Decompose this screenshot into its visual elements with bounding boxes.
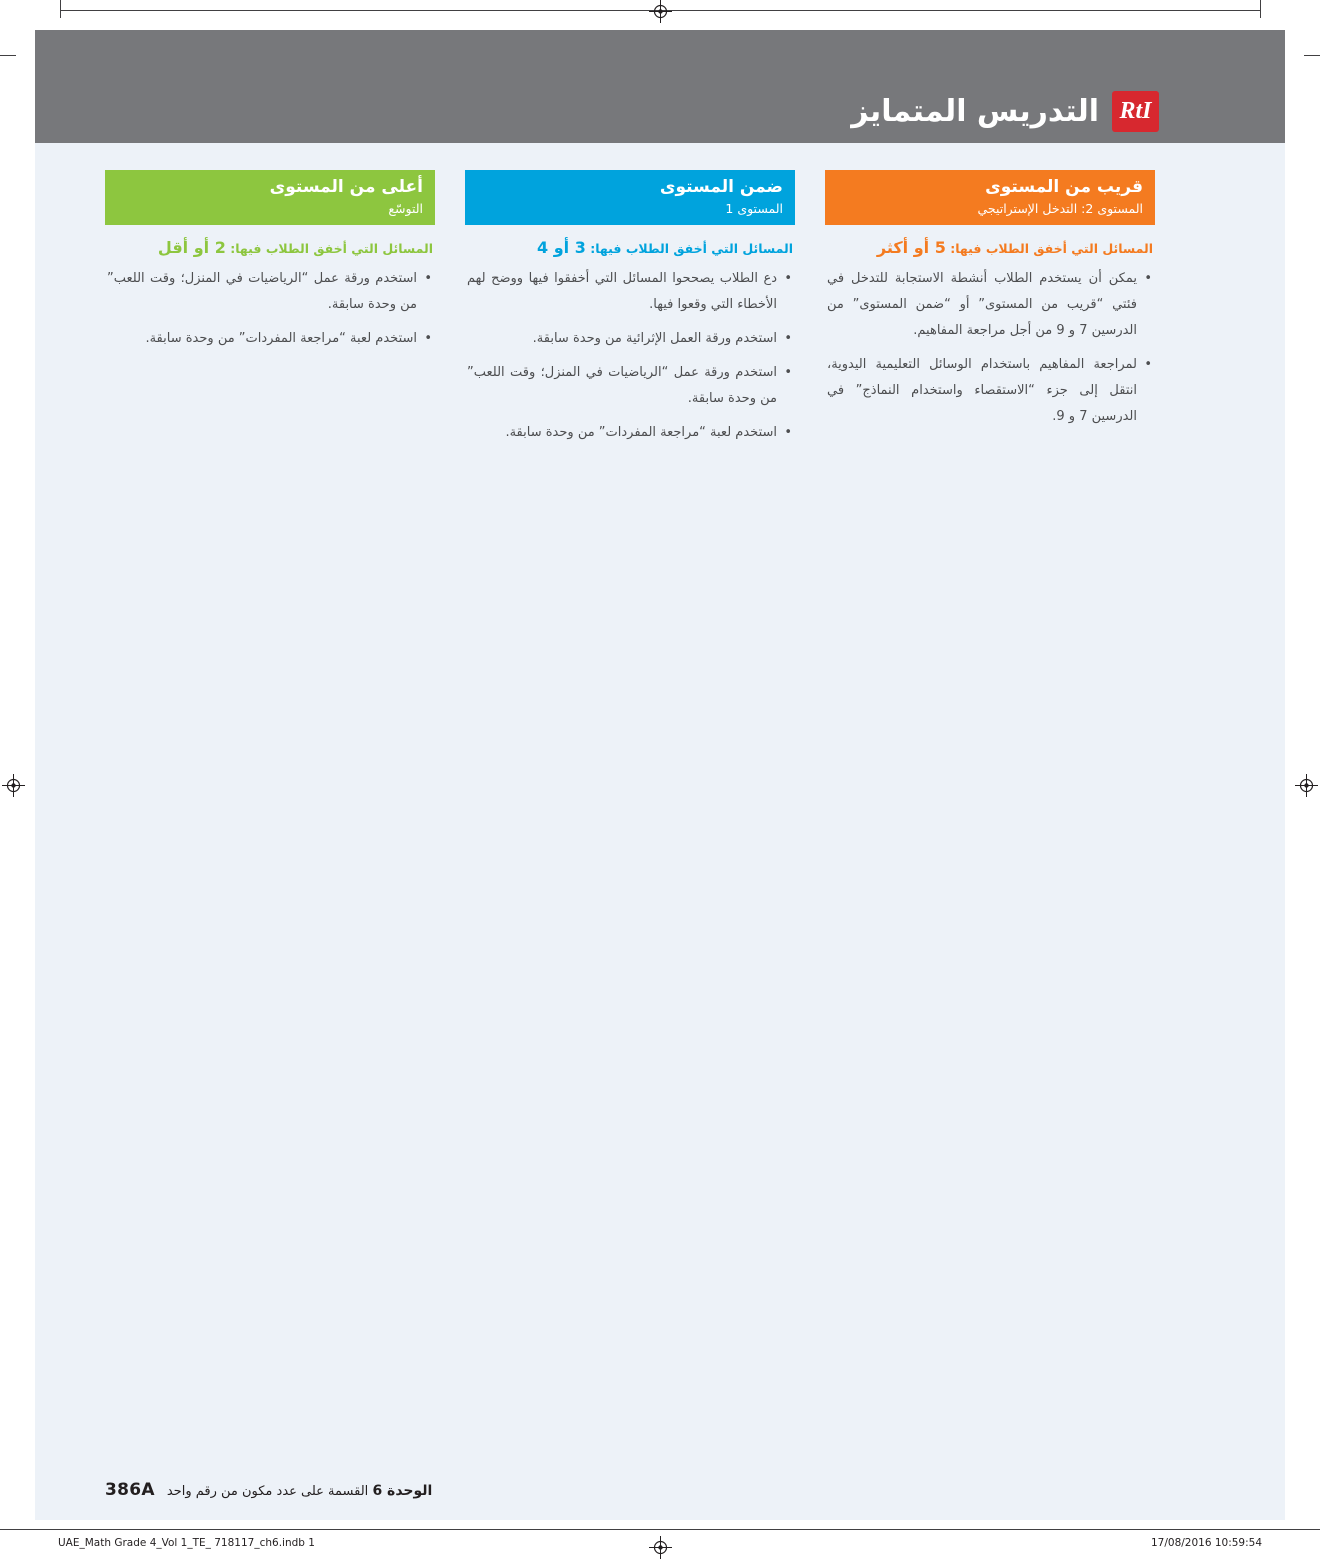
print-file-name: UAE_Math Grade 4_Vol 1_TE_ 718117_ch6.indb 1 (58, 1537, 315, 1549)
textbook-page (35, 30, 1285, 1520)
crop-mark (60, 0, 61, 18)
bullet-item: • دع الطلاب يصححوا المسائل التي أخفقوا فيها ووضح لهم الأخطاء التي وقعوا فيها. (467, 266, 793, 318)
criteria-label: المسائل التي أخفق الطلاب فيها: (230, 241, 433, 257)
bullet-item: • استخدم ورقة عمل “الرياضيات في المنزل؛ وقت اللعب” من وحدة سابقة. (107, 266, 433, 318)
column-on-level (465, 170, 795, 454)
criteria-value: 2 أو أقل (157, 238, 226, 258)
column-beyond-header (105, 170, 435, 225)
print-timestamp: 17/08/2016 10:59:54 (1150, 1537, 1262, 1549)
page-footer (105, 1480, 432, 1500)
header-content (851, 91, 1159, 132)
crop-mark (1304, 55, 1320, 56)
column-approaching-level (825, 170, 1155, 454)
page-number: 386A (105, 1480, 155, 1500)
column-bullet-list (465, 266, 795, 446)
criteria-value: 3 أو 4 (537, 238, 586, 258)
bullet-item: • استخدم لعبة “مراجعة المفردات” من وحدة سابقة. (467, 420, 793, 446)
rti-columns (105, 170, 1155, 454)
criteria-value: 5 أو أكثر (876, 238, 946, 258)
criteria-label: المسائل التي أخفق الطلاب فيها: (590, 241, 793, 257)
registration-mark-icon (2, 774, 25, 797)
print-info (58, 1537, 1262, 1549)
crop-mark (0, 1529, 1320, 1530)
criteria-line (825, 238, 1155, 257)
column-title: ضمن المستوى (659, 177, 783, 197)
unit-title-line (167, 1483, 433, 1499)
criteria-line (105, 238, 435, 257)
column-bullet-list (105, 266, 435, 352)
bullet-item: • لمراجعة المفاهيم باستخدام الوسائل التعليمية اليدوية، انتقل إلى جزء “الاستقصاء واستخدام النماذج” في الدرسين 7 و 9. (827, 352, 1153, 430)
registration-mark-icon (649, 0, 672, 23)
column-subtitle: المستوى 1 (725, 201, 783, 217)
column-beyond-level (105, 170, 435, 454)
column-bullet-list (825, 266, 1155, 430)
column-on-level-header (465, 170, 795, 225)
bullet-item: • استخدم لعبة “مراجعة المفردات” من وحدة سابقة. (107, 326, 433, 352)
bullet-item: • استخدم ورقة العمل الإثرائية من وحدة سابقة. (467, 326, 793, 352)
column-title: قريب من المستوى (985, 177, 1143, 197)
column-title: أعلى من المستوى (269, 177, 423, 197)
column-subtitle: التوسّع (388, 201, 423, 217)
criteria-line (465, 238, 795, 257)
bullet-item: • يمكن أن يستخدم الطلاب أنشطة الاستجابة للتدخل في فئتي “قريب من المستوى” أو “ضمن المستوى” من الدرسين 7 و 9 من أجل مراجعة المفاهيم. (827, 266, 1153, 344)
crop-mark (1260, 0, 1261, 18)
unit-label: الوحدة 6 (372, 1483, 433, 1499)
rti-logo: RtI (1112, 91, 1159, 132)
unit-name: القسمة على عدد مكون من رقم واحد (166, 1484, 369, 1499)
registration-mark-icon (1295, 774, 1318, 797)
page-title: التدريس المتمايز (851, 93, 1099, 129)
column-approaching-header (825, 170, 1155, 225)
crop-mark (0, 55, 16, 56)
header-band (35, 30, 1285, 143)
bullet-item: • استخدم ورقة عمل “الرياضيات في المنزل؛ وقت اللعب” من وحدة سابقة. (467, 360, 793, 412)
criteria-label: المسائل التي أخفق الطلاب فيها: (950, 241, 1153, 257)
column-subtitle: المستوى 2: التدخل الإستراتيجي (977, 201, 1143, 217)
